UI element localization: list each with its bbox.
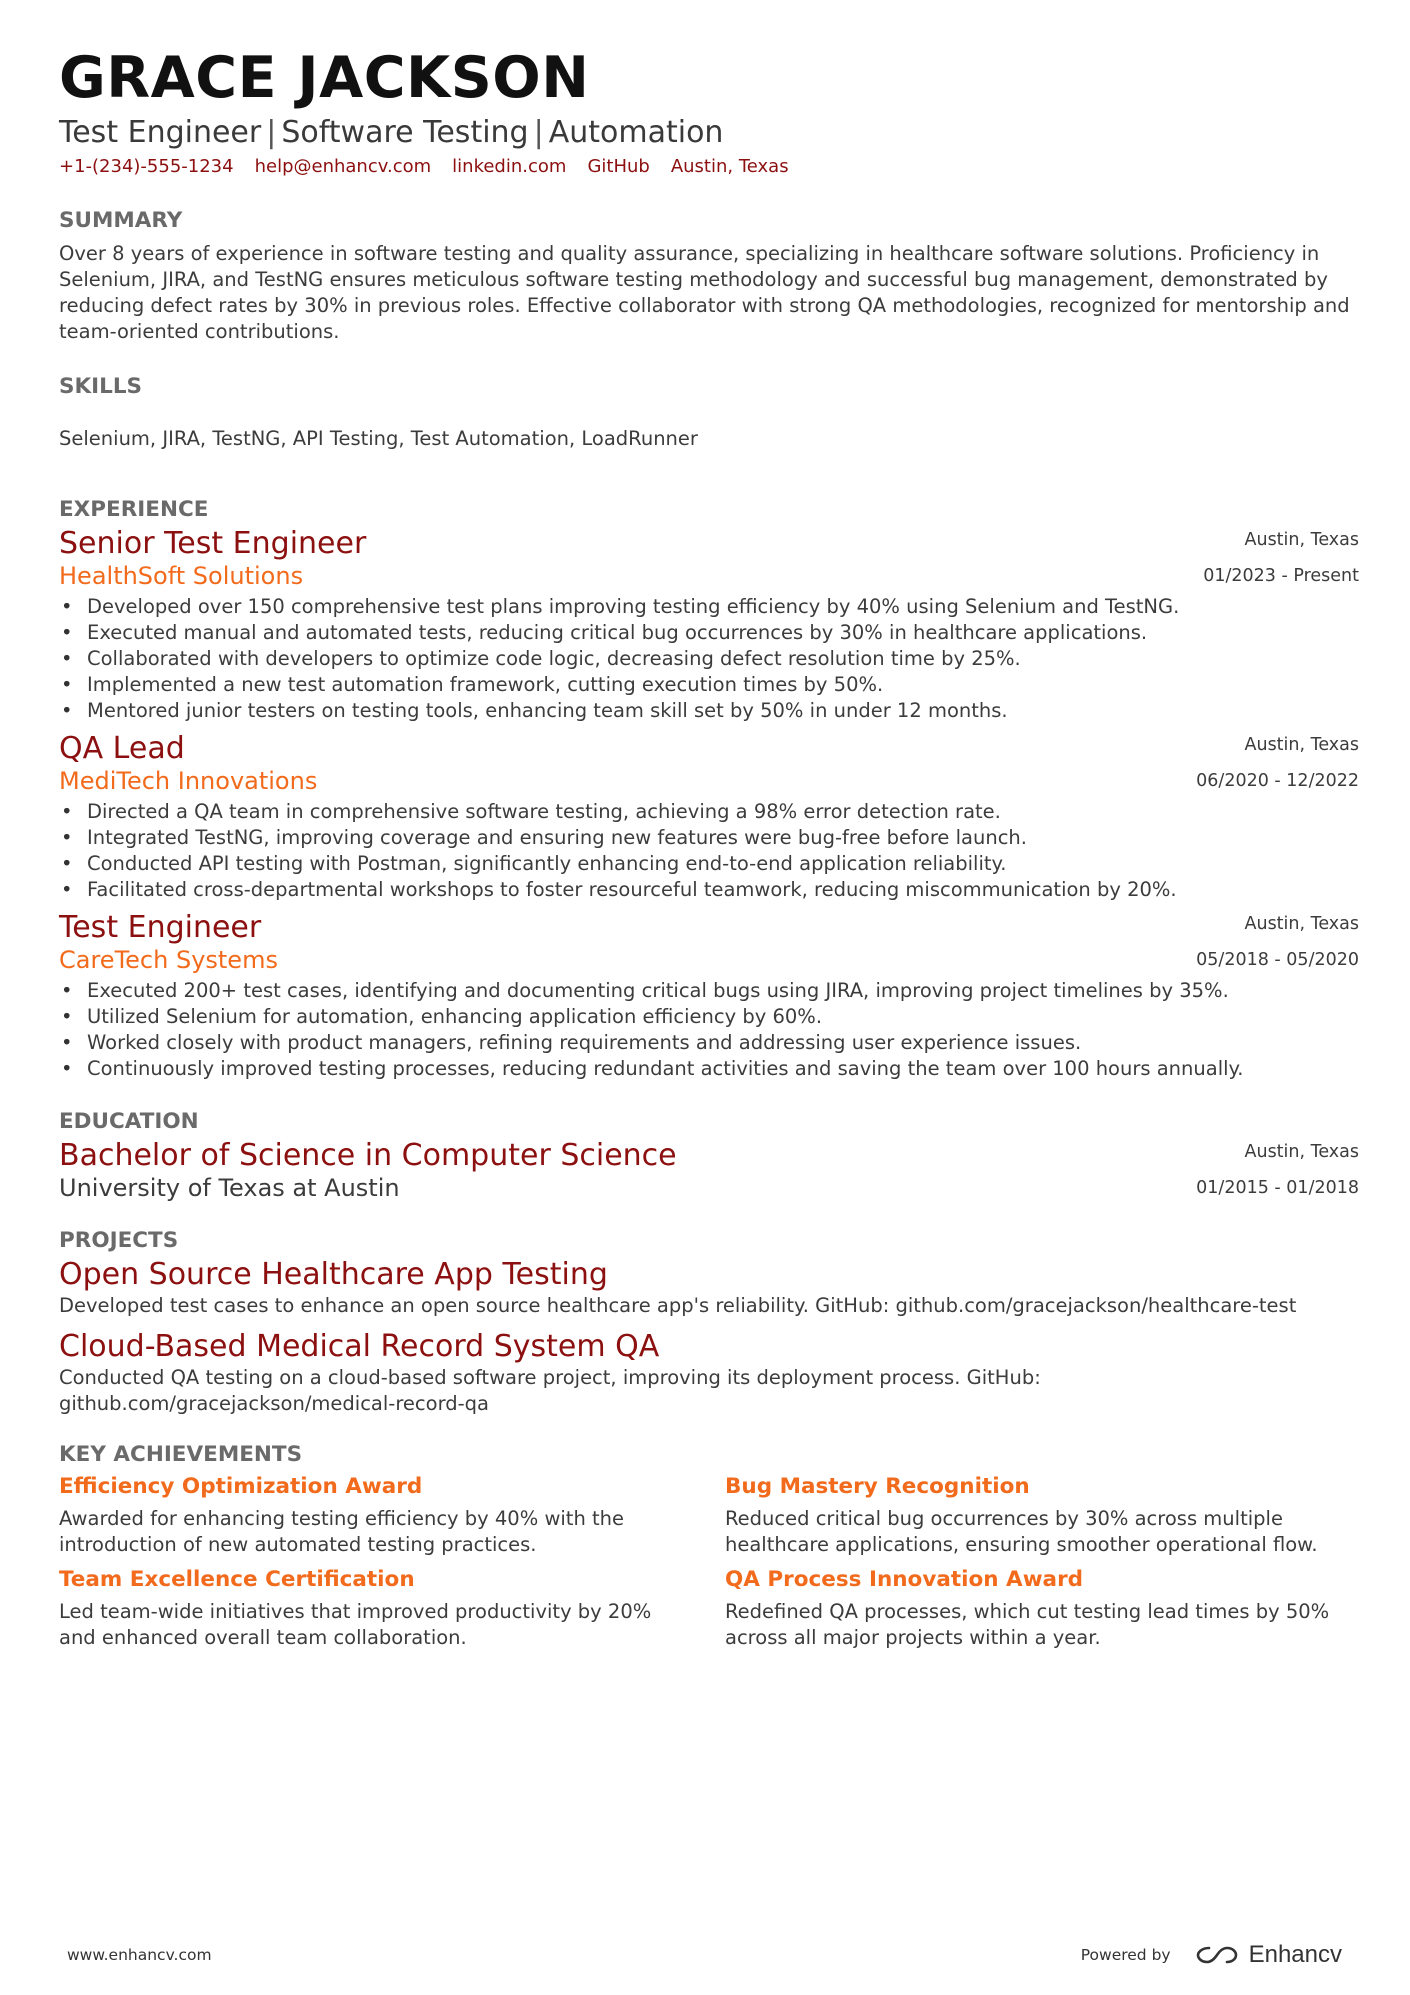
contact-phone[interactable]: +1-(234)-555-1234 <box>59 156 234 177</box>
section-title-experience: EXPERIENCE <box>59 497 209 522</box>
headline-part: Software Testing <box>281 115 529 150</box>
contact-github[interactable]: GitHub <box>587 156 650 177</box>
project-entry <box>59 1329 1359 1417</box>
achievement-text: Reduced critical bug occurrences by 30% across multiple healthcare applications, ensuring smoother operational flow. <box>725 1507 1318 1556</box>
resume-page <box>59 46 1359 1651</box>
achievements-grid <box>59 1473 1359 1651</box>
achievement-item <box>59 1566 659 1651</box>
enhancv-logo[interactable] <box>1195 1941 1342 1969</box>
enhancv-brand-name: Enhancv <box>1248 1941 1342 1968</box>
education-dates: 01/2015 - 01/2018 <box>1196 1178 1359 1198</box>
degree-title: Bachelor of Science in Computer Science <box>59 1138 677 1173</box>
company-name: HealthSoft Solutions <box>59 562 304 590</box>
entry-header <box>59 527 1359 591</box>
job-title: Test Engineer <box>59 910 262 945</box>
experience-section <box>59 496 1359 1082</box>
job-dates: 01/2023 - Present <box>1203 566 1359 586</box>
achievement-item <box>59 1473 659 1558</box>
bullet-item: • Directed a QA team in comprehensive software testing, achieving a 98% error detection rate. <box>59 799 1359 825</box>
job-bullets <box>59 594 1359 724</box>
page-footer <box>67 1941 1342 1969</box>
bullet-item: • Implemented a new test automation framework, cutting execution times by 50%. <box>59 672 1359 698</box>
job-bullets <box>59 799 1359 903</box>
education-entry <box>59 1139 1359 1203</box>
bullet-item: • Integrated TestNG, improving coverage and ensuring new features were bug-free before launch. <box>59 825 1359 851</box>
headline-separator: | <box>533 115 544 150</box>
headline-part: Test Engineer <box>59 115 262 150</box>
bullet-item: • Developed over 150 comprehensive test plans improving testing efficiency by 40% using Selenium and TestNG. <box>59 594 1359 620</box>
job-dates: 05/2018 - 05/2020 <box>1196 950 1359 970</box>
headline <box>59 114 1359 152</box>
section-title-achievements: KEY ACHIEVEMENTS <box>59 1442 303 1467</box>
company-name: CareTech Systems <box>59 946 278 974</box>
bullet-item: • Conducted API testing with Postman, significantly enhancing end-to-end application reliability. <box>59 851 1359 877</box>
footer-website-link[interactable]: www.enhancv.com <box>67 1946 212 1964</box>
bullet-item: • Executed 200+ test cases, identifying and documenting critical bugs using JIRA, improving project timelines by 35%. <box>59 978 1359 1004</box>
achievement-title: Bug Mastery Recognition <box>725 1474 1030 1499</box>
project-description: Conducted QA testing on a cloud-based software project, improving its deployment process. GitHub: github.com/gracejackson/medical-record-qa <box>59 1366 1041 1415</box>
job-dates: 06/2020 - 12/2022 <box>1196 771 1359 791</box>
section-title-skills: SKILLS <box>59 374 143 399</box>
job-location: Austin, Texas <box>1244 914 1359 934</box>
experience-entry <box>59 911 1359 1082</box>
achievement-text: Led team-wide initiatives that improved productivity by 20% and enhanced overall team collaboration. <box>59 1600 652 1649</box>
entry-header <box>59 732 1359 796</box>
powered-by-label: Powered by <box>1080 1946 1171 1964</box>
bullet-item: • Utilized Selenium for automation, enhancing application efficiency by 60%. <box>59 1004 1359 1030</box>
achievement-text: Awarded for enhancing testing efficiency by 40% with the introduction of new automated testing practices. <box>59 1507 625 1556</box>
project-description: Developed test cases to enhance an open source healthcare app's reliability. GitHub: github.com/gracejackson/healthcare-test <box>59 1294 1297 1317</box>
job-title: QA Lead <box>59 731 185 766</box>
job-location: Austin, Texas <box>1244 735 1359 755</box>
job-title: Senior Test Engineer <box>59 526 367 561</box>
headline-separator: | <box>266 115 277 150</box>
skills-section <box>59 373 1359 452</box>
candidate-name: GRACE JACKSON <box>59 45 590 111</box>
experience-entry <box>59 732 1359 903</box>
achievements-section <box>59 1441 1359 1651</box>
resume-header <box>59 46 1359 177</box>
achievement-title: Team Excellence Certification <box>59 1567 415 1592</box>
projects-section <box>59 1227 1359 1417</box>
bullet-item: • Facilitated cross-departmental workshops to foster resourceful teamwork, reducing miscommunication by 20%. <box>59 877 1359 903</box>
section-title-education: EDUCATION <box>59 1109 199 1134</box>
achievement-item <box>725 1566 1365 1651</box>
bullet-item: • Worked closely with product managers, refining requirements and addressing user experience issues. <box>59 1030 1359 1056</box>
enhancv-logo-icon <box>1195 1943 1239 1967</box>
entry-header <box>59 911 1359 975</box>
school-name: University of Texas at Austin <box>59 1174 400 1202</box>
experience-entry <box>59 527 1359 724</box>
section-title-projects: PROJECTS <box>59 1228 179 1253</box>
job-bullets <box>59 978 1359 1082</box>
bullet-item: • Executed manual and automated tests, reducing critical bug occurrences by 30% in healthcare applications. <box>59 620 1359 646</box>
section-title-summary: SUMMARY <box>59 208 183 233</box>
bullet-item: • Continuously improved testing processes, reducing redundant activities and saving the team over 100 hours annually. <box>59 1056 1359 1082</box>
headline-part: Automation <box>548 115 724 150</box>
project-title: Open Source Healthcare App Testing <box>59 1257 608 1292</box>
company-name: MediTech Innovations <box>59 767 318 795</box>
project-title: Cloud-Based Medical Record System QA <box>59 1329 660 1364</box>
summary-text: Over 8 years of experience in software testing and quality assurance, specializing in healthcare software solutions. Proficiency in Selenium, JIRA, and TestNG ensures meticulous software testing methodology and successful bug management, demonstrated by reducing defect rates by 30% in previous roles. Effective collaborator with strong QA methodologies, recognized for mentorship and team-oriented contributions. <box>59 242 1350 343</box>
skills-text: Selenium, JIRA, TestNG, API Testing, Test Automation, LoadRunner <box>59 427 698 450</box>
achievement-item <box>725 1473 1365 1558</box>
footer-branding <box>1081 1941 1342 1969</box>
achievement-text: Redefined QA processes, which cut testing lead times by 50% across all major projects within a year. <box>725 1600 1330 1649</box>
achievement-title: QA Process Innovation Award <box>725 1567 1084 1592</box>
contact-linkedin[interactable]: linkedin.com <box>452 156 567 177</box>
bullet-item: • Collaborated with developers to optimize code logic, decreasing defect resolution time by 25%. <box>59 646 1359 672</box>
job-location: Austin, Texas <box>1244 530 1359 550</box>
achievement-title: Efficiency Optimization Award <box>59 1474 423 1499</box>
education-section <box>59 1108 1359 1203</box>
bullet-item: • Mentored junior testers on testing tools, enhancing team skill set by 50% in under 12 months. <box>59 698 1359 724</box>
project-entry <box>59 1257 1359 1319</box>
contact-row <box>59 156 1359 177</box>
contact-location: Austin, Texas <box>670 156 789 177</box>
contact-email[interactable]: help@enhancv.com <box>254 156 432 177</box>
summary-section <box>59 207 1359 345</box>
education-location: Austin, Texas <box>1244 1142 1359 1162</box>
